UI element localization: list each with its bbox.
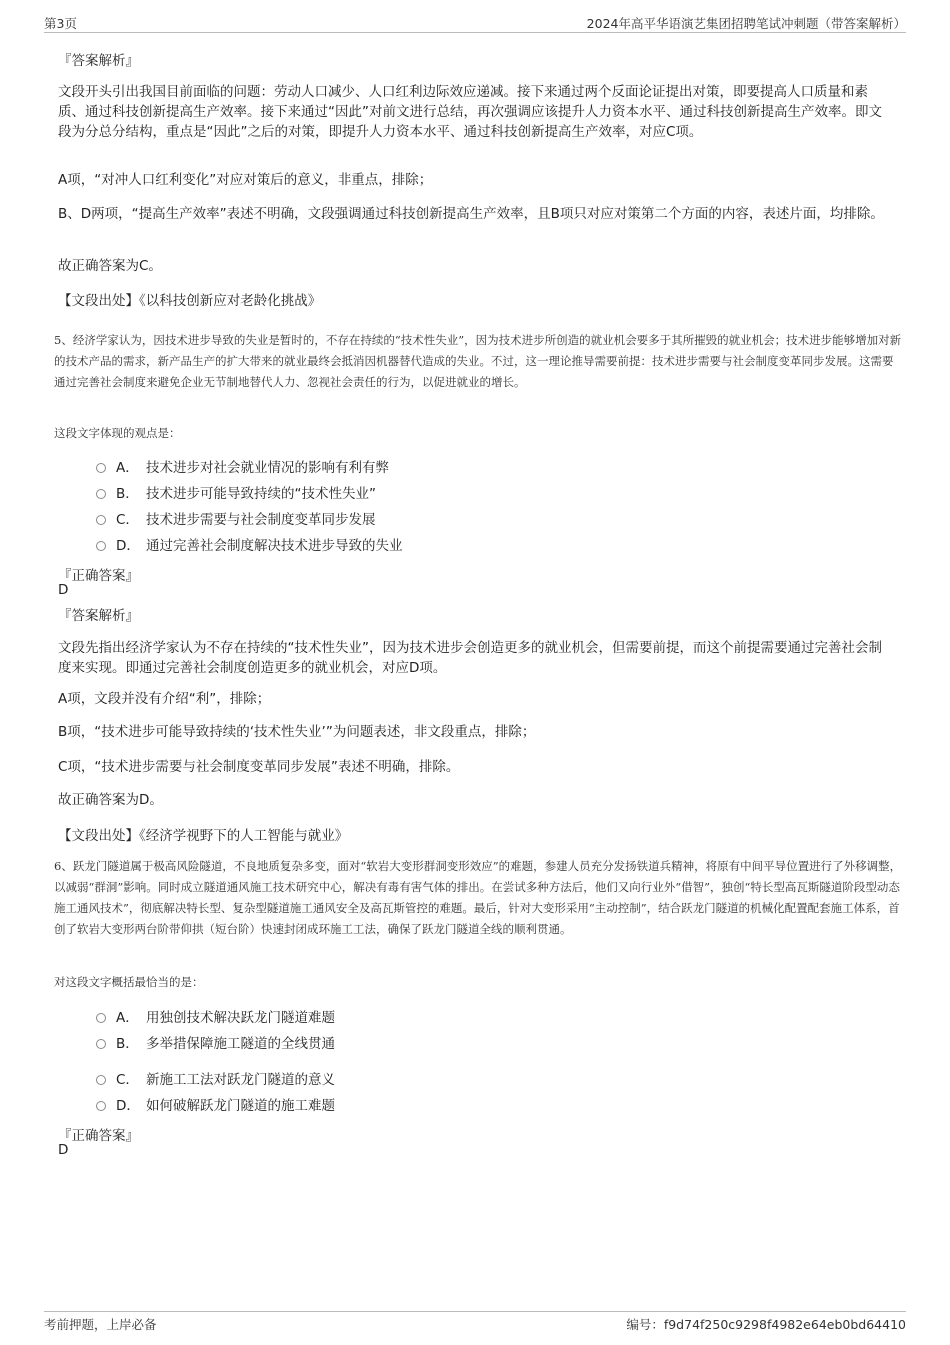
q5-question-text: 5、经济学家认为，因技术进步导致的失业是暂时的，不存在持续的“技术性失业”，因为技术进步所创造的就业机会要多于其所摧毁的就业机会；技术进步能够增加对新的技术产品的需求，新产品生产的扩大带来的就业最终会抵消因机器替代造成的失业。不过，这一理论推导需要前提：技术进步需要与社会制度变革同步发展。这需要通过完善社会制度来避免企业无节制地替代人力、忽视社会责任的行为，以促进就业的增长。 xyxy=(54,333,902,389)
q5-option-d[interactable]: D． 通过完善社会制度解决技术进步导致的失业 xyxy=(96,536,403,556)
q4-source: 【文段出处】《以科技创新应对老龄化挑战》 xyxy=(58,293,322,309)
q6-prompt: 对这段文字概括最恰当的是： xyxy=(54,975,204,989)
q6-option-d[interactable]: D． 如何破解跃龙门隧道的施工难题 xyxy=(96,1096,335,1116)
q6-answer-label: 『正确答案』 xyxy=(58,1128,139,1144)
q4-analysis-label: 『答案解析』 xyxy=(58,53,139,69)
q5-option-a[interactable]: A． 技术进步对社会就业情况的影响有利有弊 xyxy=(96,458,389,478)
q5-prompt: 这段文字体现的观点是： xyxy=(54,426,181,440)
q5-answer: D xyxy=(58,582,69,598)
page-footer xyxy=(44,1311,906,1332)
q5-analysis-label: 『答案解析』 xyxy=(58,608,139,624)
q5-analysis-p2: A项，文段并没有介绍“利”，排除； xyxy=(58,691,271,707)
document-title: 2024年高平华语演艺集团招聘笔试冲刺题（带答案解析） xyxy=(586,16,906,31)
q5-option-c[interactable]: C． 技术进步需要与社会制度变革同步发展 xyxy=(96,510,376,530)
page-header xyxy=(44,12,906,33)
q5-analysis-p1: 文段先指出经济学家认为不存在持续的“技术性失业”，因为技术进步会创造更多的就业机会，但需要前提，而这个前提需要通过完善社会制度来实现。即通过完善社会制度创造更多的就业机会，对应D项。 xyxy=(58,640,882,676)
radio-icon[interactable] xyxy=(96,1039,106,1049)
page-number: 第3页 xyxy=(44,16,77,31)
document-id: 编号：f9d74f250c9298f4982e64eb0bd64410 xyxy=(626,1317,906,1332)
q4-analysis-p1: 文段开头引出我国目前面临的问题：劳动人口减少、人口红利边际效应递减。接下来通过两个反面论证提出对策，即要提高人口质量和素质、通过科技创新提高生产效率。接下来通过“因此”对前文进行总结，再次强调应该提升人力资本水平、通过科技创新提高生产效率。即文段为分总分结构，重点是“因此”之后的对策，即提升人力资本水平、通过科技创新提高生产效率，对应C项。 xyxy=(58,84,882,140)
radio-icon[interactable] xyxy=(96,541,106,551)
radio-icon[interactable] xyxy=(96,1013,106,1023)
q4-analysis-p4: 故正确答案为C。 xyxy=(58,258,162,274)
radio-icon[interactable] xyxy=(96,489,106,499)
q6-question-text: 6、跃龙门隧道属于极高风险隧道，不良地质复杂多变，面对“软岩大变形群洞变形效应”的难题，参建人员充分发扬铁道兵精神，将原有中间平导位置进行了外移调整，以减弱“群洞”影响。同时成立隧道通风施工技术研究中心，解决有毒有害气体的排出。在尝试多种方法后，他们又向行业外“借智”，独创“特长型高瓦斯隧道阶段型动态施工通风技术”，彻底解决特长型、复杂型隧道施工通风安全及高瓦斯管控的难题。最后，针对大变形采用“主动控制”，结合跃龙门隧道的机械化配置配套施工体系，首创了软岩大变形两台阶带仰拱（短台阶）快速封闭成环施工工法，确保了跃龙门隧道全线的顺利贯通。 xyxy=(54,859,902,936)
footer-slogan: 考前押题，上岸必备 xyxy=(44,1317,157,1332)
radio-icon[interactable] xyxy=(96,1075,106,1085)
q6-option-c[interactable]: C． 新施工工法对跃龙门隧道的意义 xyxy=(96,1070,335,1090)
q5-option-b[interactable]: B． 技术进步可能导致持续的“技术性失业” xyxy=(96,484,376,504)
q5-answer-label: 『正确答案』 xyxy=(58,568,139,584)
q4-analysis-p3: B、D两项，“提高生产效率”表述不明确，文段强调通过科技创新提高生产效率，且B项只对应对策第二个方面的内容，表述片面，均排除。 xyxy=(58,206,884,222)
q4-analysis-p2: A项，“对冲人口红利变化”对应对策后的意义，非重点，排除； xyxy=(58,172,433,188)
q5-analysis-p3: B项，“技术进步可能导致持续的‘技术性失业’”为问题表述，非文段重点，排除； xyxy=(58,724,536,740)
q6-option-b[interactable]: B． 多举措保障施工隧道的全线贯通 xyxy=(96,1034,335,1054)
q6-option-a[interactable]: A． 用独创技术解决跃龙门隧道难题 xyxy=(96,1008,335,1028)
radio-icon[interactable] xyxy=(96,1101,106,1111)
q5-source: 【文段出处】《经济学视野下的人工智能与就业》 xyxy=(58,828,349,844)
q5-analysis-p5: 故正确答案为D。 xyxy=(58,792,163,808)
q6-answer: D xyxy=(58,1142,69,1158)
radio-icon[interactable] xyxy=(96,463,106,473)
q5-analysis-p4: C项，“技术进步需要与社会制度变革同步发展”表述不明确，排除。 xyxy=(58,759,460,775)
radio-icon[interactable] xyxy=(96,515,106,525)
